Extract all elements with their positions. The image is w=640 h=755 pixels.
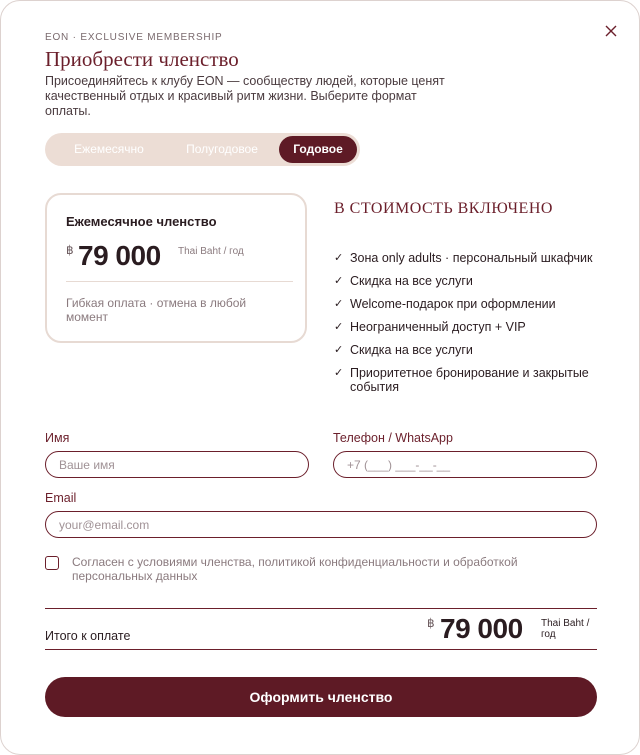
plan-note: Гибкая оплата · отмена в любой момент [66, 296, 247, 324]
billing-option-monthly[interactable]: Ежемесячно [74, 142, 144, 156]
check-icon: ✓ [334, 252, 344, 264]
check-icon: ✓ [334, 275, 344, 287]
consent-text: Согласен с условиями членства, политикой конфиденциальности и обработкой персональных данных [72, 555, 518, 583]
modal-subtitle: Присоединяйтесь к клубу EON — сообществу людей, которые ценят качественный отдых и красивый ритм жизни. Выберите формат оплаты. [45, 74, 445, 118]
included-item [334, 251, 594, 265]
check-icon: ✓ [334, 298, 344, 310]
plan-divider [66, 281, 293, 282]
total-price: 79 000 [440, 613, 523, 644]
included-item-text: Welcome-подарок при оформлении [350, 297, 556, 311]
plan-currency-symbol: ฿ [66, 243, 74, 257]
email-label: Email [45, 491, 77, 505]
check-icon: ✓ [334, 321, 344, 333]
total-divider-top [45, 608, 597, 609]
billing-option-halfyear[interactable]: Полугодовое [186, 142, 258, 156]
name-label: Имя [45, 431, 70, 445]
plan-name: Ежемесячное членство [66, 214, 217, 229]
close-icon [605, 25, 617, 37]
total-label: Итого к оплате [45, 629, 131, 643]
included-item [334, 297, 594, 311]
included-item [334, 320, 594, 334]
eyebrow-label: EON · EXCLUSIVE MEMBERSHIP [45, 32, 223, 43]
email-input[interactable] [45, 511, 597, 538]
included-item [334, 343, 594, 357]
included-item [334, 274, 594, 288]
plan-price: 79 000 [78, 240, 161, 271]
check-icon: ✓ [334, 367, 344, 379]
included-item-text: Зона only adults · персональный шкафчик [350, 251, 593, 265]
billing-option-yearly[interactable]: Годовое [279, 136, 357, 163]
total-currency-symbol: ฿ [427, 616, 435, 630]
plan-price-unit: Thai Baht / год [178, 246, 244, 257]
included-item [334, 366, 594, 394]
phone-label: Телефон / WhatsApp [333, 431, 453, 445]
name-input[interactable] [45, 451, 309, 478]
included-title: В СТОИМОСТЬ ВКЛЮЧЕНО [334, 200, 553, 217]
close-button[interactable] [601, 21, 621, 41]
consent-checkbox[interactable] [45, 556, 59, 570]
included-item-text: Приоритетное бронирование и закрытые события [350, 366, 589, 394]
submit-button[interactable]: Оформить членство [45, 677, 597, 717]
check-icon: ✓ [334, 344, 344, 356]
included-item-text: Неограниченный доступ + VIP [350, 320, 526, 334]
included-item-text: Скидка на все услуги [350, 274, 473, 288]
phone-input[interactable] [333, 451, 597, 478]
included-item-text: Скидка на все услуги [350, 343, 473, 357]
total-divider-bottom [45, 649, 597, 650]
total-price-unit: Thai Baht / год [541, 618, 590, 640]
plan-card [45, 193, 307, 343]
included-list [334, 251, 594, 403]
billing-period-toggle [45, 133, 360, 166]
modal-title: Приобрести членство [45, 47, 239, 71]
